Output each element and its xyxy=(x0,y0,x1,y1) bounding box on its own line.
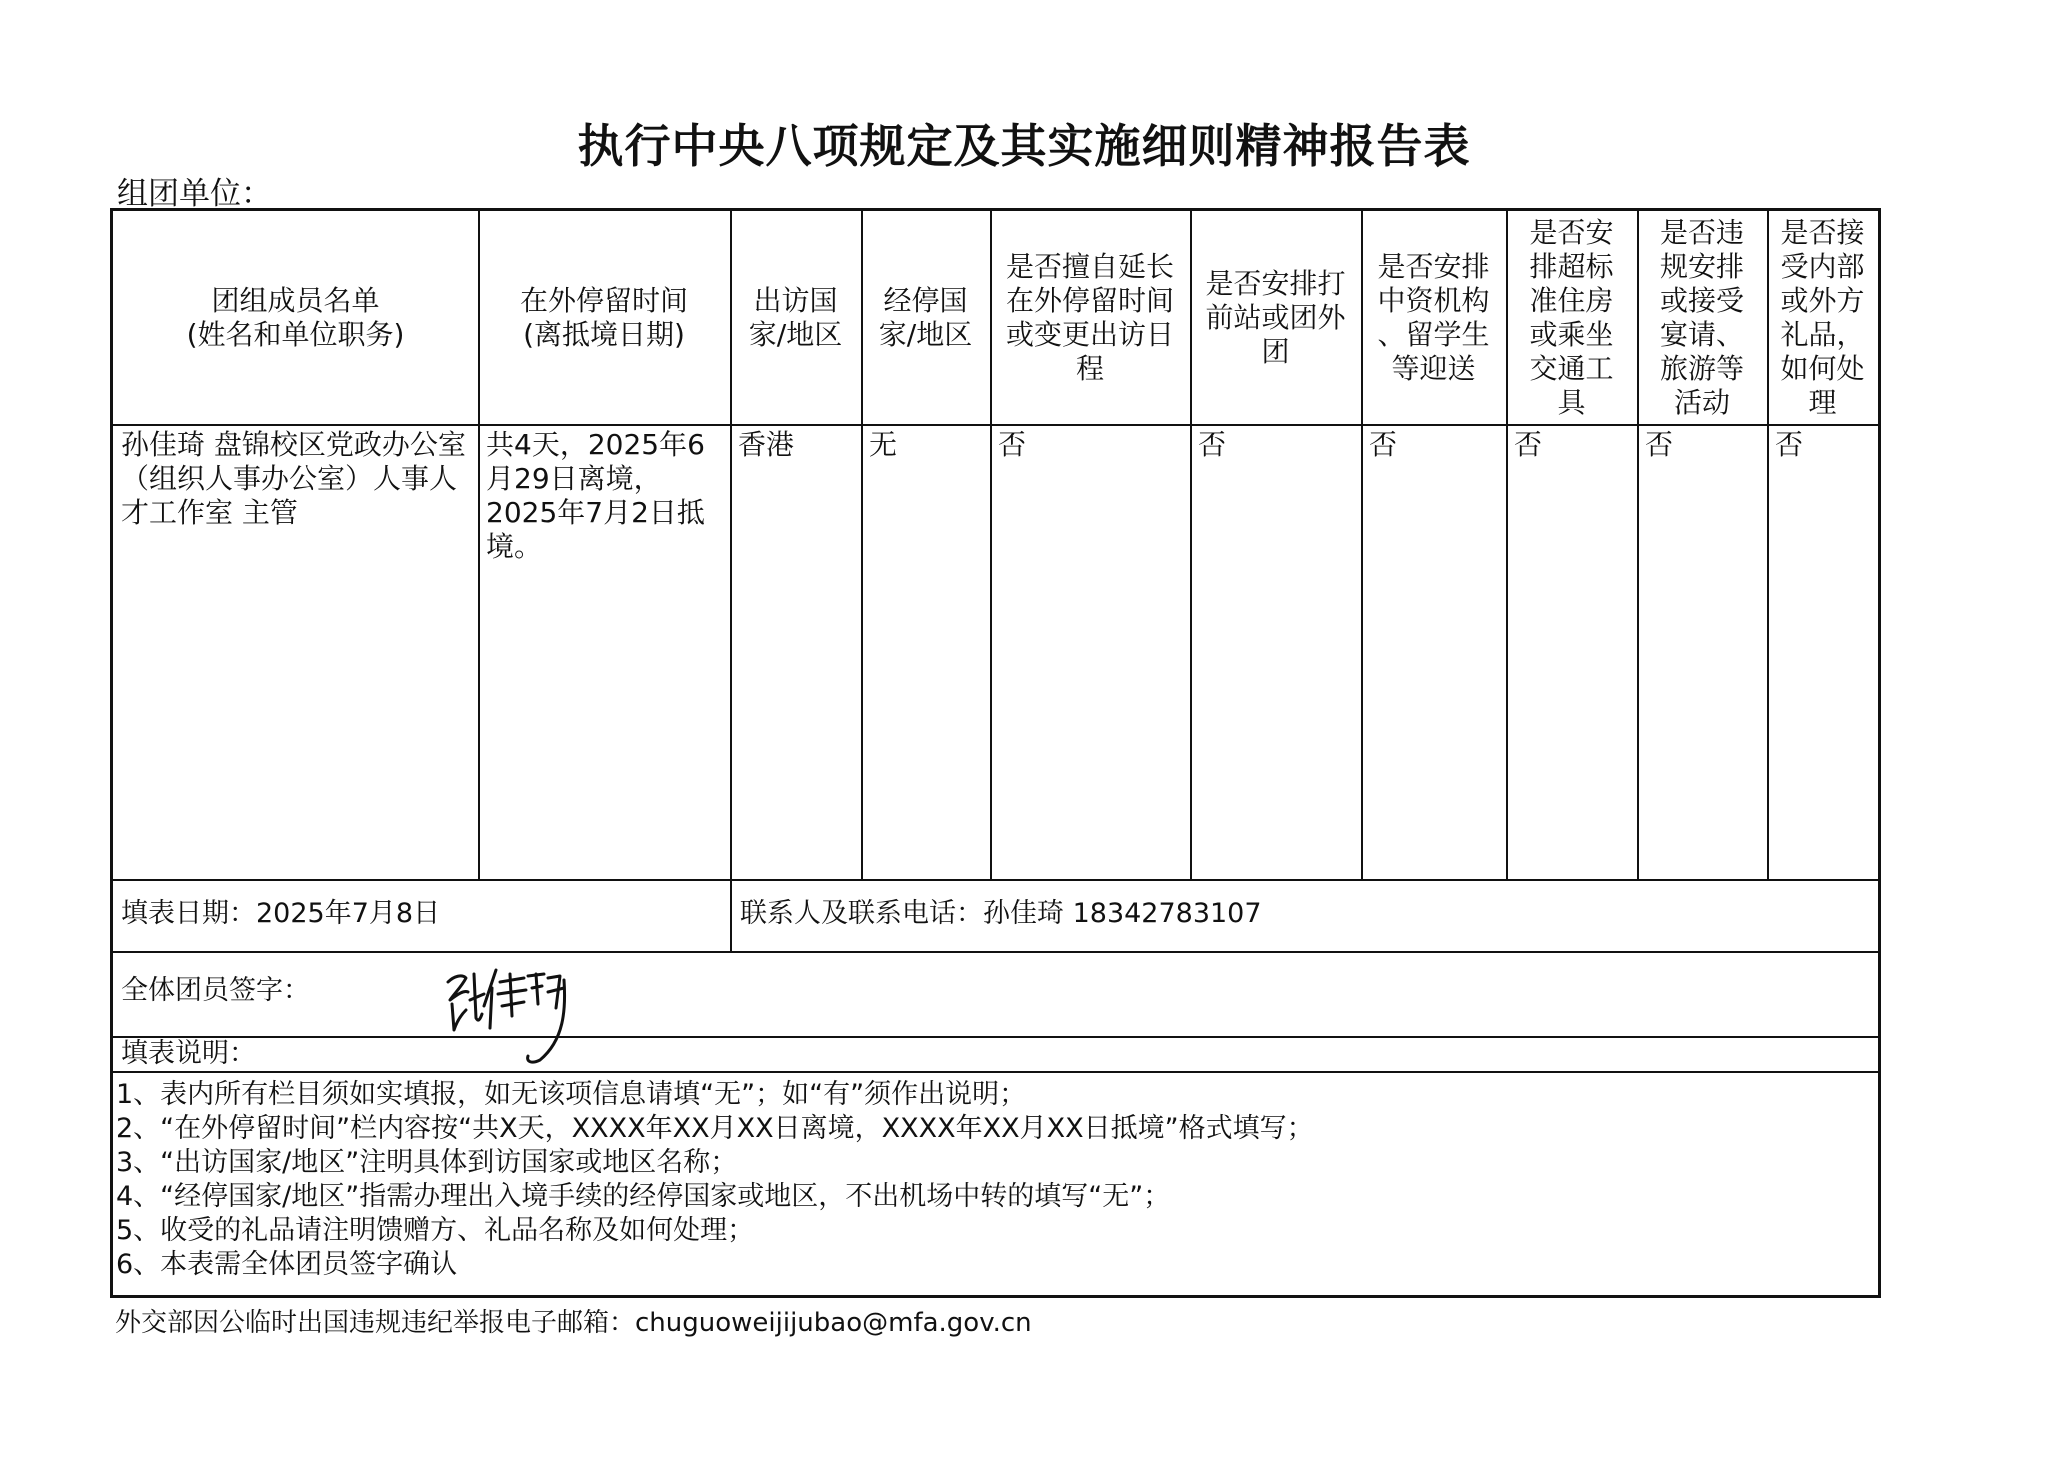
cell-member: 孙佳琦 盘锦校区党政办公室（组织人事办公室）人事人才工作室 主管 xyxy=(121,428,466,529)
header-advance: 是否安排打 前站或团外 团 xyxy=(1205,266,1346,368)
note-item: 5、收受的礼品请注明馈赠方、礼品名称及如何处理； xyxy=(116,1215,755,1246)
header-gifts: 是否接 受内部 或外方 礼品， 如何处 理 xyxy=(1780,215,1865,419)
cell-reception: 否 xyxy=(1369,428,1398,461)
notes-label: 填表说明： xyxy=(121,1038,256,1069)
header-extend: 是否擅自延长 在外停留时间 或变更出访日 程 xyxy=(1005,249,1174,385)
cell-visit: 香港 xyxy=(738,428,795,461)
row-divider xyxy=(113,951,1878,953)
note-item: 2、“在外停留时间”栏内容按“共X天，XXXX年XX月XX日离境，XXXX年XX月XX日抵境”格式填写； xyxy=(116,1113,1314,1144)
note-item: 6、本表需全体团员签字确认 xyxy=(116,1249,458,1280)
note-item: 4、“经停国家/地区”指需办理出入境手续的经停国家或地区，不出机场中转的填写“无”； xyxy=(116,1181,1171,1212)
cell-extend: 否 xyxy=(998,428,1027,461)
handwritten-signature xyxy=(440,960,600,1080)
row-divider xyxy=(113,1036,1878,1038)
header-member: 团组成员名单 (姓名和单位职务) xyxy=(186,283,405,351)
footer-email: 外交部因公临时出国违规违纪举报电子邮箱：chuguoweijijubao@mfa.gov.cn xyxy=(115,1308,1032,1338)
contact-info: 联系人及联系电话：孙佳琦 18342783107 xyxy=(740,898,1262,929)
cell-housing: 否 xyxy=(1514,428,1543,461)
cell-advance: 否 xyxy=(1198,428,1227,461)
header-reception: 是否安排 中资机构 、留学生 等迎送 xyxy=(1377,249,1490,385)
row-divider xyxy=(113,879,1878,881)
fill-date: 填表日期：2025年7月8日 xyxy=(121,898,441,929)
note-item: 1、表内所有栏目须如实填报，如无该项信息请填“无”；如“有”须作出说明； xyxy=(116,1079,1027,1110)
row-divider xyxy=(113,1071,1878,1073)
cell-gifts: 否 xyxy=(1775,428,1804,461)
header-banquet: 是否违 规安排 或接受 宴请、 旅游等 活动 xyxy=(1659,215,1744,419)
header-transit: 经停国 家/地区 xyxy=(878,283,973,351)
note-item: 3、“出访国家/地区”注明具体到访国家或地区名称； xyxy=(116,1147,738,1178)
cell-transit: 无 xyxy=(869,428,898,461)
header-stay: 在外停留时间 (离抵境日期) xyxy=(519,283,688,351)
cell-stay: 共4天，2025年6月29日离境，2025年7月2日抵境。 xyxy=(486,428,705,563)
unit-label: 组团单位： xyxy=(117,176,272,212)
header-visit: 出访国 家/地区 xyxy=(748,283,843,351)
page-title: 执行中央八项规定及其实施细则精神报告表 xyxy=(577,119,1471,173)
signature-label: 全体团员签字： xyxy=(121,975,310,1006)
notes-list xyxy=(116,1078,1314,1282)
header-housing: 是否安 排超标 准住房 或乘坐 交通工 具 xyxy=(1529,215,1614,419)
cell-banquet: 否 xyxy=(1645,428,1674,461)
